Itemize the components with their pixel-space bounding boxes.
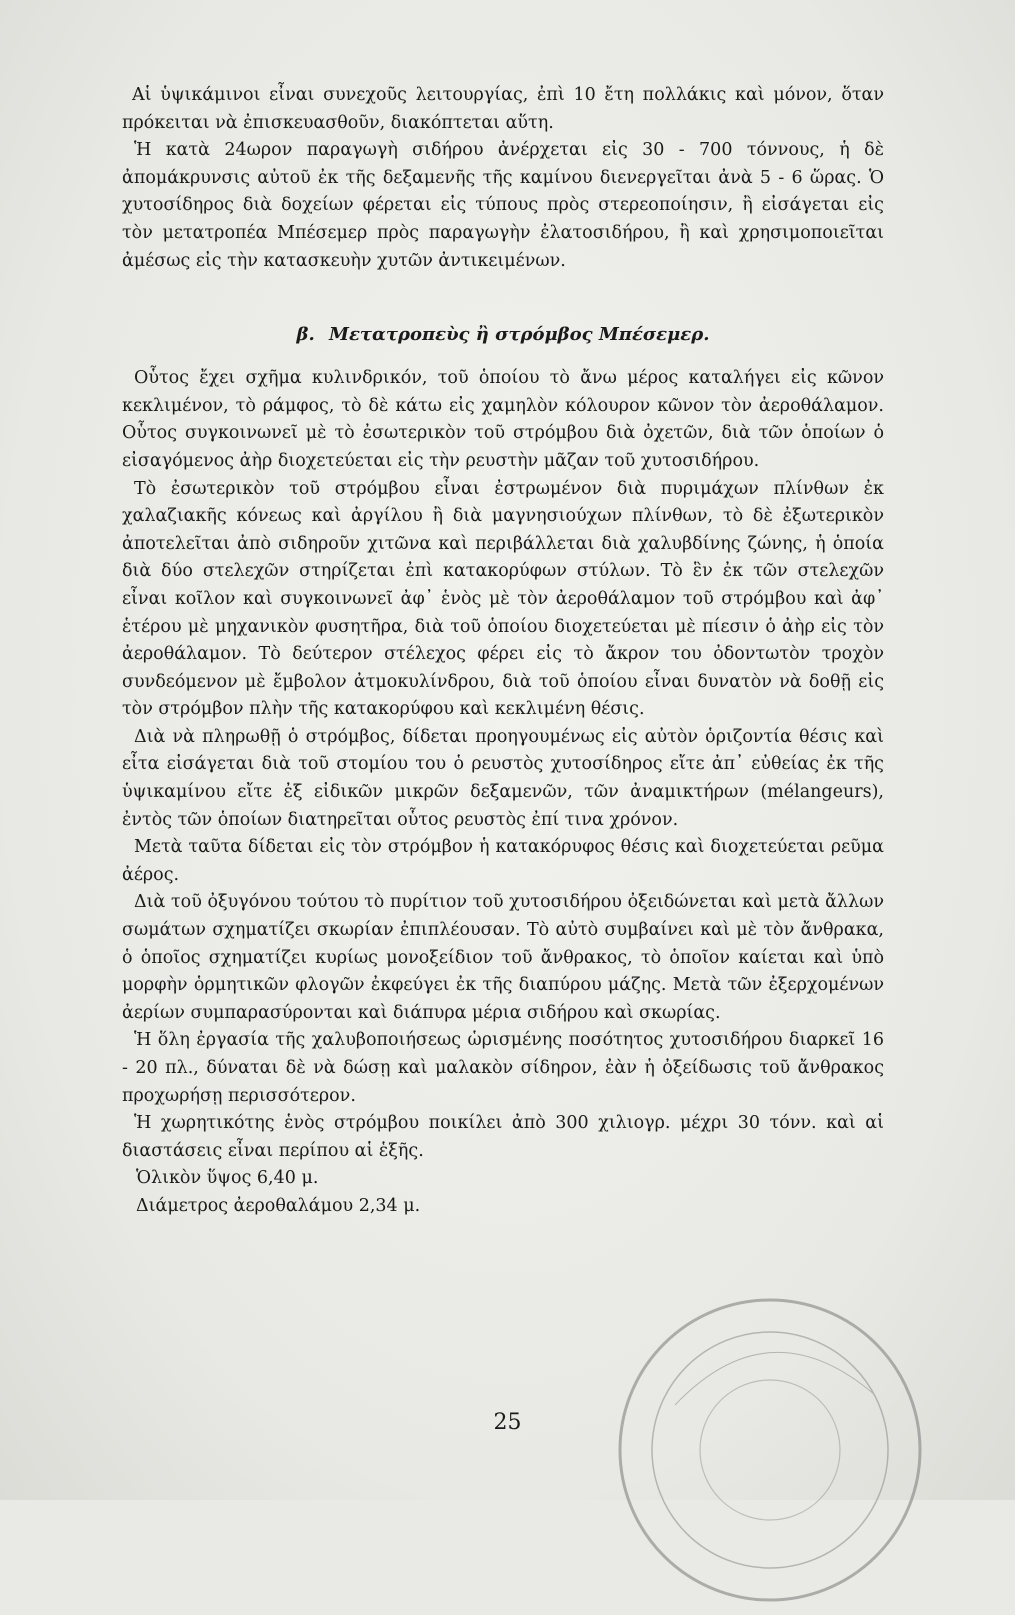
paragraph: Τὸ ἐσωτερικὸν τοῦ στρόμβου εἶναι ἐστρωμένον διὰ πυριμάχων πλίνθων ἐκ χαλαζιακῆς κόνεως καὶ ἀργίλου ἢ διὰ μαγνησιούχων πλίνθων, τὸ δὲ ἐξωτερικὸν ἀποτελεῖται ἀπὸ σιδηροῦν χιτῶνα καὶ περιβάλλεται διὰ χαλυβδίνης ζώνης, ἡ ὁποία διὰ δύο στελεχῶν στηρίζεται ἐπὶ κατακορύφων στύλων. Τὸ ἓν ἐκ τῶν στελεχῶν εἶναι κοῖλον καὶ συγκοινωνεῖ ἀφ᾽ ἑνὸς μὲ τὸν ἀεροθάλαμον τοῦ στρόμβου καὶ ἀφ᾽ ἑτέρου μὲ μηχανικὸν φυσητῆρα, διὰ τοῦ ὁποίου διοχετεύεται μὲ πίεσιν ὁ ἀὴρ εἰς τὸν ἀεροθάλαμον. Τὸ δεύτερον στέλεχος φέρει εἰς τὸ ἄκρον του ὀδοντωτὸν τροχὸν συνδεόμενον μὲ ἔμβολον ἀτμοκυλίνδρου, διὰ τοῦ ὁποίου εἶναι δυνατὸν νὰ δοθῇ εἰς τὸν στρόμβον πλὴν τῆς κατακορύφου καὶ κεκλιμένη θέσις.: [122, 478, 884, 720]
body-text: [122, 82, 884, 1221]
paragraph: Μετὰ ταῦτα δίδεται εἰς τὸν στρόμβον ἡ κατακόρυφος θέσις καὶ διοχετεύεται ρεῦμα ἀέρος.: [122, 837, 884, 885]
paragraph: Ἡ χωρητικότης ἑνὸς στρόμβου ποικίλει ἀπὸ 300 χιλιογρ. μέχρι 30 τόνν. καὶ αἱ διαστάσεις εἶναι περίπου αἱ ἑξῆς.: [122, 1113, 884, 1161]
paragraph: Ἡ ὅλη ἐργασία τῆς χαλυβοποιήσεως ὡρισμένης ποσότητος χυτοσιδήρου διαρκεῖ 16 - 20 πλ., δύναται δὲ νὰ δώσῃ καὶ μαλακὸν σίδηρον, ἐὰν ἡ ὀξείδωσις τοῦ ἄνθρακος προχωρήσῃ περισσότερον.: [122, 1030, 884, 1106]
paragraph: Αἱ ὑψικάμινοι εἶναι συνεχοῦς λειτουργίας, ἐπὶ 10 ἔτη πολλάκις καὶ μόνον, ὅταν πρόκειται νὰ ἐπισκευασθοῦν, διακόπτεται αὕτη.: [122, 85, 884, 133]
paragraph: Οὗτος ἔχει σχῆμα κυλινδρικόν, τοῦ ὁποίου τὸ ἄνω μέρος καταλήγει εἰς κῶνον κεκλιμένον, τὸ ράμφος, τὸ δὲ κάτω εἰς χαμηλὸν κόλουρον κῶνον τὸν ἀεροθάλαμον. Οὗτος συγκοινωνεῖ μὲ τὸ ἐσωτερικὸν τοῦ στρόμβου διὰ ὀχετῶν, διὰ τῶν ὁποίων ὁ εἰσαγόμενος ἀὴρ διοχετεύεται εἰς τὴν ρευστὴν μᾶζαν τοῦ χυτοσιδήρου.: [122, 368, 884, 471]
spec-line: Ὁλικὸν ὕψος 6,40 μ.: [136, 1168, 319, 1189]
library-stamp-icon: [605, 1285, 935, 1615]
page-number: 25: [493, 1410, 522, 1435]
section-title: Μετατροπεὺς ἢ στρόμβος Μπέσεμερ.: [329, 324, 710, 346]
paragraph: Διὰ νὰ πληρωθῇ ὁ στρόμβος, δίδεται προηγουμένως εἰς αὐτὸν ὁριζοντία θέσις καὶ εἶτα εἰσάγεται διὰ τοῦ στομίου του ὁ ρευστὸς χυτοσίδηρος εἴτε ἀπ᾽ εὐθείας ἐκ τῆς ὑψικαμίνου εἴτε ἐξ εἰδικῶν μικρῶν δεξαμενῶν, τῶν ἀναμικτήρων (mélangeurs), ἐντὸς τῶν ὁποίων διατηρεῖται οὗτος ρευστὸς ἐπί τινα χρόνον.: [122, 726, 884, 830]
paragraph: Ἡ κατὰ 24ωρον παραγωγὴ σιδήρου ἀνέρχεται εἰς 30 - 700 τόννους, ἡ δὲ ἀπομάκρυνσις αὐτοῦ ἐκ τῆς δεξαμενῆς τῆς καμίνου διενεργεῖται ἀνὰ 5 - 6 ὥρας. Ὁ χυτοσίδηρος διὰ δοχείων φέρεται εἰς τύπους πρὸς στερεοποίησιν, ἢ εἰσάγεται εἰς τὸν μετατροπέα Μπέσεμερ πρὸς παραγωγὴν ἐλατοσιδήρου, ἢ καὶ χρησιμοποιεῖται ἀμέσως εἰς τὴν κατασκευὴν χυτῶν ἀντικειμένων.: [122, 140, 884, 271]
paragraph: Διὰ τοῦ ὀξυγόνου τούτου τὸ πυρίτιον τοῦ χυτοσιδήρου ὀξειδώνεται καὶ μετὰ ἄλλων σωμάτων σχηματίζει σκωρίαν ἐπιπλέουσαν. Τὸ αὐτὸ συμβαίνει καὶ μὲ τὸν ἄνθρακα, ὁ ὁποῖος σχηματίζει κυρίως μονοξείδιον τοῦ ἄνθρακος, τὸ ὁποῖον καίεται καὶ ὑπὸ μορφὴν ὁρμητικῶν φλογῶν ἐκφεύγει ἐκ τῆς διαπύρου μάζης. Μετὰ τῶν ἐξερχομένων ἀερίων συμπαρασύρονται καὶ διάπυρα μέρια σιδήρου καὶ σκωρίας.: [122, 892, 884, 1023]
section-heading: [122, 321, 884, 349]
spec-line: Διάμετρος ἀεροθαλάμου 2,34 μ.: [136, 1195, 421, 1216]
section-number: β.: [296, 324, 315, 346]
